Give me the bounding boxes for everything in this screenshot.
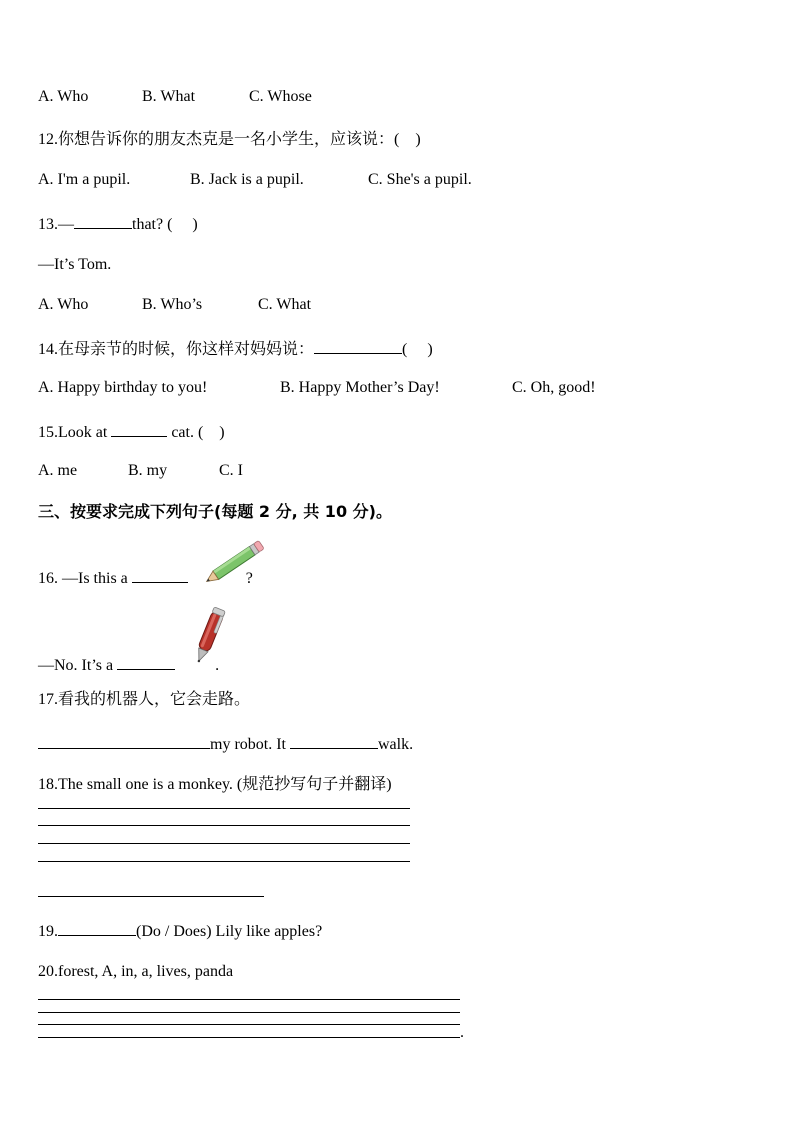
q20-period: .: [460, 1024, 464, 1041]
q14-option-b: B. Happy Mother’s Day!: [280, 379, 440, 396]
q20-line-2[interactable]: [38, 1012, 460, 1013]
q16-answer: —No. It’s a: [38, 657, 118, 674]
q20-stem: 20.forest, A, in, a, lives, panda: [38, 963, 234, 980]
q16-blank-1[interactable]: [132, 567, 188, 583]
q12-option-a: A. I'm a pupil.: [38, 171, 131, 188]
q19-after: (Do / Does) Lily like apples?: [136, 923, 323, 940]
section-3-heading: 三、按要求完成下列句子(每题 2 分, 共 10 分)。: [38, 502, 392, 521]
q17-blank-2[interactable]: [290, 733, 378, 749]
q18-line-4[interactable]: [38, 861, 410, 862]
q14-option-a: A. Happy birthday to you!: [38, 379, 208, 396]
q20-line-4[interactable]: [38, 1037, 460, 1038]
q18-line-3[interactable]: [38, 843, 410, 844]
q12-option-c: C. She's a pupil.: [368, 171, 472, 188]
q18-line-1[interactable]: [38, 808, 410, 809]
q13-number: 13.—: [38, 216, 74, 233]
q13-answer: —It’s Tom.: [38, 256, 112, 273]
q15-after: cat. ( ): [167, 424, 225, 441]
q16-period: .: [215, 657, 220, 674]
q17-blank-1[interactable]: [38, 733, 210, 749]
q15-option-a: A. me: [38, 462, 78, 479]
q12-stem: 12.你想告诉你的朋友杰克是一名小学生，应该说：( ): [38, 131, 421, 148]
q11-option-b: B. What: [142, 88, 196, 105]
q19-number: 19.: [38, 923, 58, 940]
q14-option-c: C. Oh, good!: [512, 379, 596, 396]
q14-stem: [38, 338, 433, 360]
q13-stem: [38, 213, 198, 235]
q13-option-c: C. What: [258, 296, 312, 313]
q16-blank-2[interactable]: [117, 654, 175, 670]
q14-blank[interactable]: [314, 338, 402, 354]
q17-mid: my robot. It: [210, 736, 290, 753]
q17-answer-line: [38, 733, 413, 755]
q15-before: 15.Look at: [38, 424, 112, 441]
q13-option-a: A. Who: [38, 296, 89, 313]
q11-option-a: A. Who: [38, 88, 89, 105]
q11-option-c: C. Whose: [249, 88, 312, 105]
q20-line-3[interactable]: [38, 1024, 460, 1025]
q13-option-b: B. Who’s: [142, 296, 203, 313]
q17-end: walk.: [378, 736, 414, 753]
q14-text: 14.在母亲节的时候，你这样对妈妈说：: [38, 341, 315, 358]
q16-question: 16. —Is this a: [38, 570, 132, 587]
q19-stem: [38, 920, 322, 942]
q12-option-b: B. Jack is a pupil.: [190, 171, 304, 188]
q20-line-1[interactable]: [38, 999, 460, 1000]
q19-blank[interactable]: [58, 920, 136, 936]
q13-blank[interactable]: [74, 213, 132, 229]
q17-stem: 17.看我的机器人，它会走路。: [38, 691, 251, 708]
q15-blank[interactable]: [111, 421, 167, 437]
pen-icon: [188, 603, 230, 669]
pencil-icon: [198, 540, 270, 586]
q15-option-c: C. I: [219, 462, 243, 479]
q18-line-2[interactable]: [38, 825, 410, 826]
q14-paren: ( ): [402, 341, 433, 358]
q13-after: that? ( ): [132, 216, 198, 233]
q18-translation-line[interactable]: [38, 896, 264, 897]
q18-stem: 18.The small one is a monkey. (规范抄写句子并翻译): [38, 776, 392, 793]
q15-option-b: B. my: [128, 462, 168, 479]
q16-question-mark: ?: [245, 570, 253, 587]
q15-stem: [38, 421, 225, 443]
